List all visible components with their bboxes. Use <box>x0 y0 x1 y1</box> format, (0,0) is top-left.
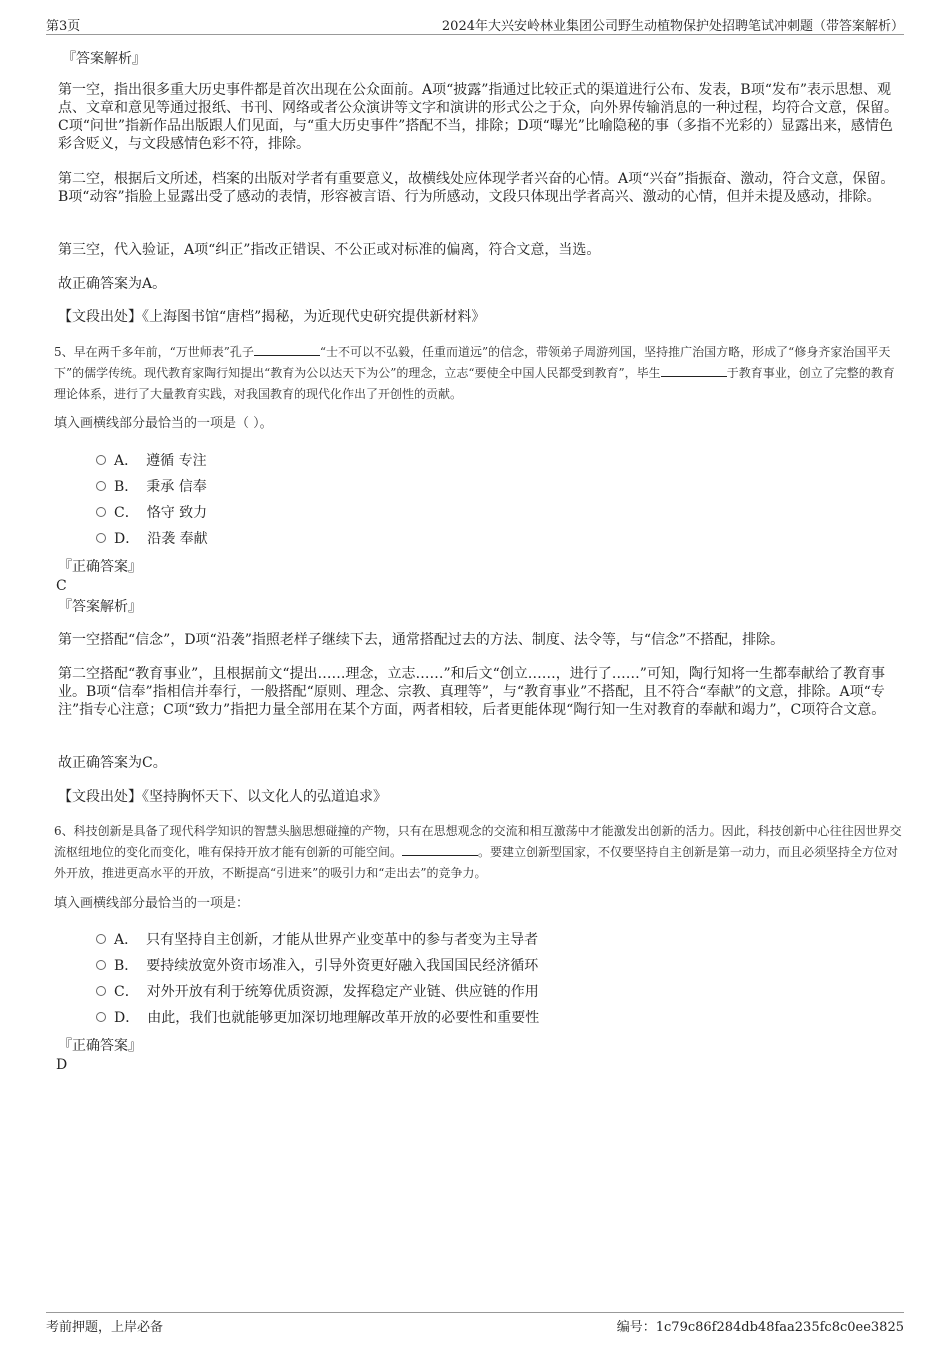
q5-blank-1 <box>254 343 320 356</box>
q6-answer: D <box>56 1057 68 1073</box>
q5-option-a[interactable]: A． 遵循 专注 <box>96 452 207 470</box>
q4-analysis-label: 『答案解析』 <box>62 51 146 67</box>
radio-icon[interactable] <box>96 986 106 996</box>
radio-icon[interactable] <box>96 533 106 543</box>
q5-answer-label: 『正确答案』 <box>58 559 142 575</box>
q5-conclusion: 故正确答案为C。 <box>58 755 167 771</box>
radio-icon[interactable] <box>96 934 106 944</box>
q6-option-d[interactable]: D． 由此，我们也就能够更加深切地理解改革开放的必要性和重要性 <box>96 1009 539 1027</box>
q6-prompt: 填入画横线部分最恰当的一项是： <box>54 896 250 911</box>
q5-option-c[interactable]: C． 恪守 致力 <box>96 504 207 522</box>
q4-source: 【文段出处】《上海图书馆“唐档”揭秘，为近现代史研究提供新材料》 <box>58 309 486 325</box>
q4-analysis-para1: 第一空，指出很多重大历史事件都是首次出现在公众面前。A项“披露”指通过比较正式的渠道进行公布、发表，B项“发布”表示思想、观点、文章和意见等通过报纸、书刊、网络或者公众演讲等文字和演讲的形式公之于众，向外界传输消息的一种过程，均符合文意，保留。C项“问世”指新作品出版跟人们见面，与“重大历史事件”搭配不当，排除；D项“曝光”比喻隐秘的事（多指不光彩的）显露出来，感情色彩含贬义，与文段感情色彩不符，排除。 <box>58 82 898 152</box>
q4-analysis-para2: 第二空，根据后文所述，档案的出版对学者有重要意义，故横线处应体现学者兴奋的心情。A项“兴奋”指振奋、激动，符合文意，保留。B项“动容”指脸上显露出受了感动的表情，形容被言语、行为所感动，文段只体现出学者高兴、激动的心情，但并未提及感动，排除。 <box>58 171 895 205</box>
q5-source: 【文段出处】《坚持胸怀天下、以文化人的弘道追求》 <box>58 789 387 805</box>
q6-blank <box>402 843 478 856</box>
footer-slogan: 考前押题，上岸必备 <box>46 1320 164 1335</box>
q6-option-b[interactable]: B． 要持续放宽外资市场准入，引导外资更好融入我国国民经济循环 <box>96 957 538 975</box>
q5-analysis-label: 『答案解析』 <box>58 599 142 615</box>
radio-icon[interactable] <box>96 507 106 517</box>
q5-analysis-para2: 第二空搭配“教育事业”，且根据前文“提出……理念，立志……”和后文“创立……，进行了……”可知，陶行知将一生都奉献给了教育事业。B项“信奉”指相信并奉行，一般搭配“原则、理念、宗教、真理等”，与“教育事业”不搭配，且不符合“奉献”的文意，排除。A项“专注”指专心注意；C项“致力”指把力量全部用在某个方面，两者相较，后者更能体现“陶行知一生对教育的奉献和竭力”，C项符合文意。 <box>58 666 886 718</box>
q4-analysis-para3: 第三空，代入验证，A项“纠正”指改正错误、不公正或对标准的偏离，符合文意，当选。 <box>58 242 601 258</box>
page-header <box>46 14 904 35</box>
q6-option-c[interactable]: C． 对外开放有利于统筹优质资源，发挥稳定产业链、供应链的作用 <box>96 983 539 1001</box>
q5-prompt: 填入画横线部分最恰当的一项是（ ）。 <box>54 416 273 431</box>
page-number: 第3页 <box>46 19 81 34</box>
footer-serial: 编号：1c79c86f284db48faa235fc8c0ee3825 <box>616 1320 904 1335</box>
radio-icon[interactable] <box>96 960 106 970</box>
q5-option-b[interactable]: B． 秉承 信奉 <box>96 478 207 496</box>
q6-option-a[interactable]: A． 只有坚持自主创新，才能从世界产业变革中的参与者变为主导者 <box>96 931 538 949</box>
q5-stem: 5、早在两千多年前，“万世师表”孔子 “士不可以不弘毅，任重而道远”的信念，带领弟子周游列国，坚持推广治国方略，形成了“修身齐家治国平天下”的儒学传统。现代教育家陶行知提出“教育为公以达天下为公”的理念，立志“要使全中国人民都受到教育”，毕生 于教育事业，创立了完整的教育理论体系，进行了大量教育实践，对我国教育的现代化作出了开创性的贡献。 <box>54 345 895 401</box>
page-footer <box>46 1312 904 1335</box>
radio-icon[interactable] <box>96 1012 106 1022</box>
radio-icon[interactable] <box>96 481 106 491</box>
q6-answer-label: 『正确答案』 <box>58 1038 142 1054</box>
q4-conclusion: 故正确答案为A。 <box>58 276 167 292</box>
document-title: 2024年大兴安岭林业集团公司野生动植物保护处招聘笔试冲刺题（带答案解析） <box>441 19 904 34</box>
q5-answer: C <box>56 578 67 594</box>
q5-option-d[interactable]: D． 沿袭 奉献 <box>96 530 208 548</box>
radio-icon[interactable] <box>96 455 106 465</box>
q6-stem: 6、科技创新是具备了现代科学知识的智慧头脑思想碰撞的产物，只有在思想观念的交流和相互激荡中才能激发出创新的活力。因此，科技创新中心往往因世界交流枢纽地位的变化而变化，唯有保持开放才能有创新的可能空间。 。要建立创新型国家，不仅要坚持自主创新是第一动力，而且必须坚持全方位对外开放，推进更高水平的开放，不断提高“引进来”的吸引力和“走出去”的竞争力。 <box>54 824 902 880</box>
q5-analysis-para1: 第一空搭配“信念”，D项“沿袭”指照老样子继续下去，通常搭配过去的方法、制度、法令等，与“信念”不搭配，排除。 <box>58 632 785 648</box>
q5-blank-2 <box>661 364 727 377</box>
